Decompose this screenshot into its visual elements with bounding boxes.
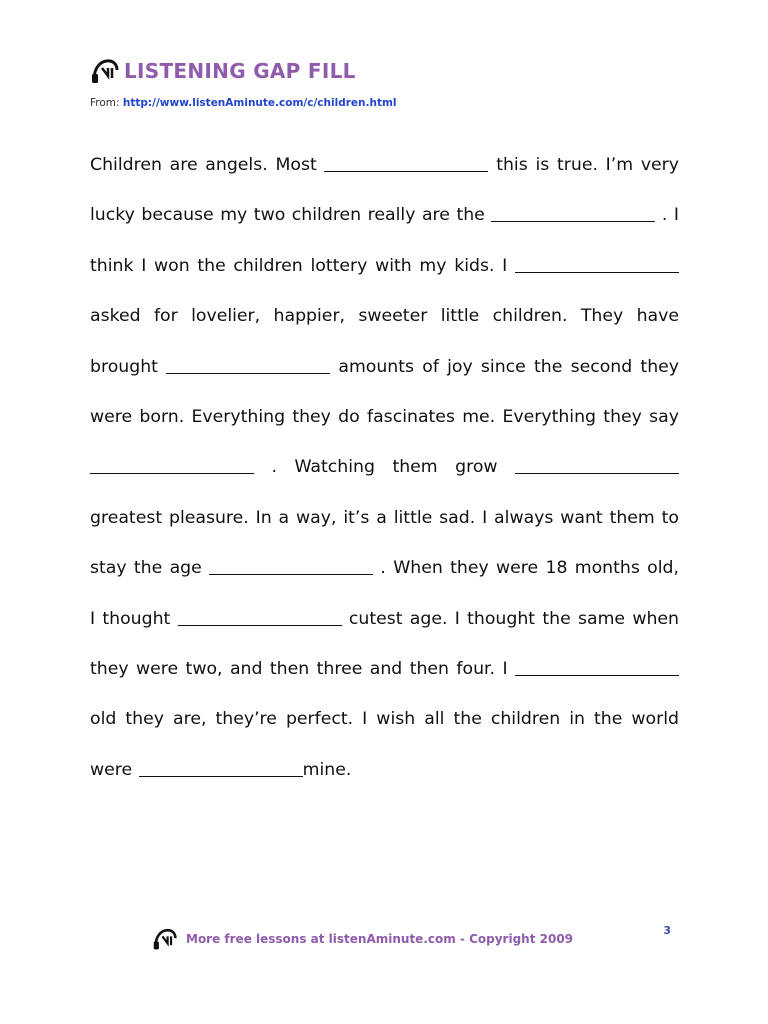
headphones-logo-icon xyxy=(152,926,178,952)
passage-text: . When they were 18 months old, I thought xyxy=(90,558,679,629)
passage-text: amounts of joy since the second they were born. Everything they do fascinates me. Everything they say xyxy=(90,356,680,428)
passage-text: Children are angels. Most xyxy=(90,155,317,175)
gap-blank-10[interactable] xyxy=(139,758,303,777)
gap-fill-passage xyxy=(90,140,679,795)
passage-text: old they are, they’re perfect. I wish all the children in the world were xyxy=(90,709,679,780)
page-header xyxy=(90,56,356,86)
gap-blank-4[interactable] xyxy=(166,355,330,374)
source-url-link[interactable]: http://www.listenAminute.com/c/children.html xyxy=(122,97,397,109)
gap-blank-1[interactable] xyxy=(324,153,488,172)
gap-blank-5[interactable] xyxy=(90,455,254,474)
source-line xyxy=(90,97,397,109)
footer-text: More free lessons at listenAminute.com - Copyright 2009 xyxy=(186,932,574,946)
passage-text: . I think I won the children lottery with my kids. I xyxy=(90,205,679,276)
gap-blank-7[interactable] xyxy=(209,556,373,575)
page-footer xyxy=(152,926,573,952)
passage-text: greatest pleasure. In a way, it’s a little sad. I always want them to stay the age xyxy=(90,507,679,579)
gap-blank-8[interactable] xyxy=(178,607,342,626)
page-title: LISTENING GAP FILL xyxy=(124,59,356,83)
source-label: From: xyxy=(90,97,120,109)
gap-blank-6[interactable] xyxy=(515,455,679,474)
passage-text: . Watching them grow xyxy=(271,457,498,478)
passage-text: mine. xyxy=(302,759,352,780)
gap-blank-3[interactable] xyxy=(515,254,679,273)
headphones-logo-icon xyxy=(90,56,120,86)
gap-blank-2[interactable] xyxy=(491,203,655,222)
passage-text: this is true. I’m very lucky because my two children really are the xyxy=(90,155,680,226)
passage-text: asked for lovelier, happier, sweeter little children. They have brought xyxy=(90,306,679,377)
passage-text: cutest age. I thought the same when they were two, and then three and then four. I xyxy=(90,608,679,680)
gap-blank-9[interactable] xyxy=(515,657,679,676)
page-number: 3 xyxy=(663,924,671,937)
